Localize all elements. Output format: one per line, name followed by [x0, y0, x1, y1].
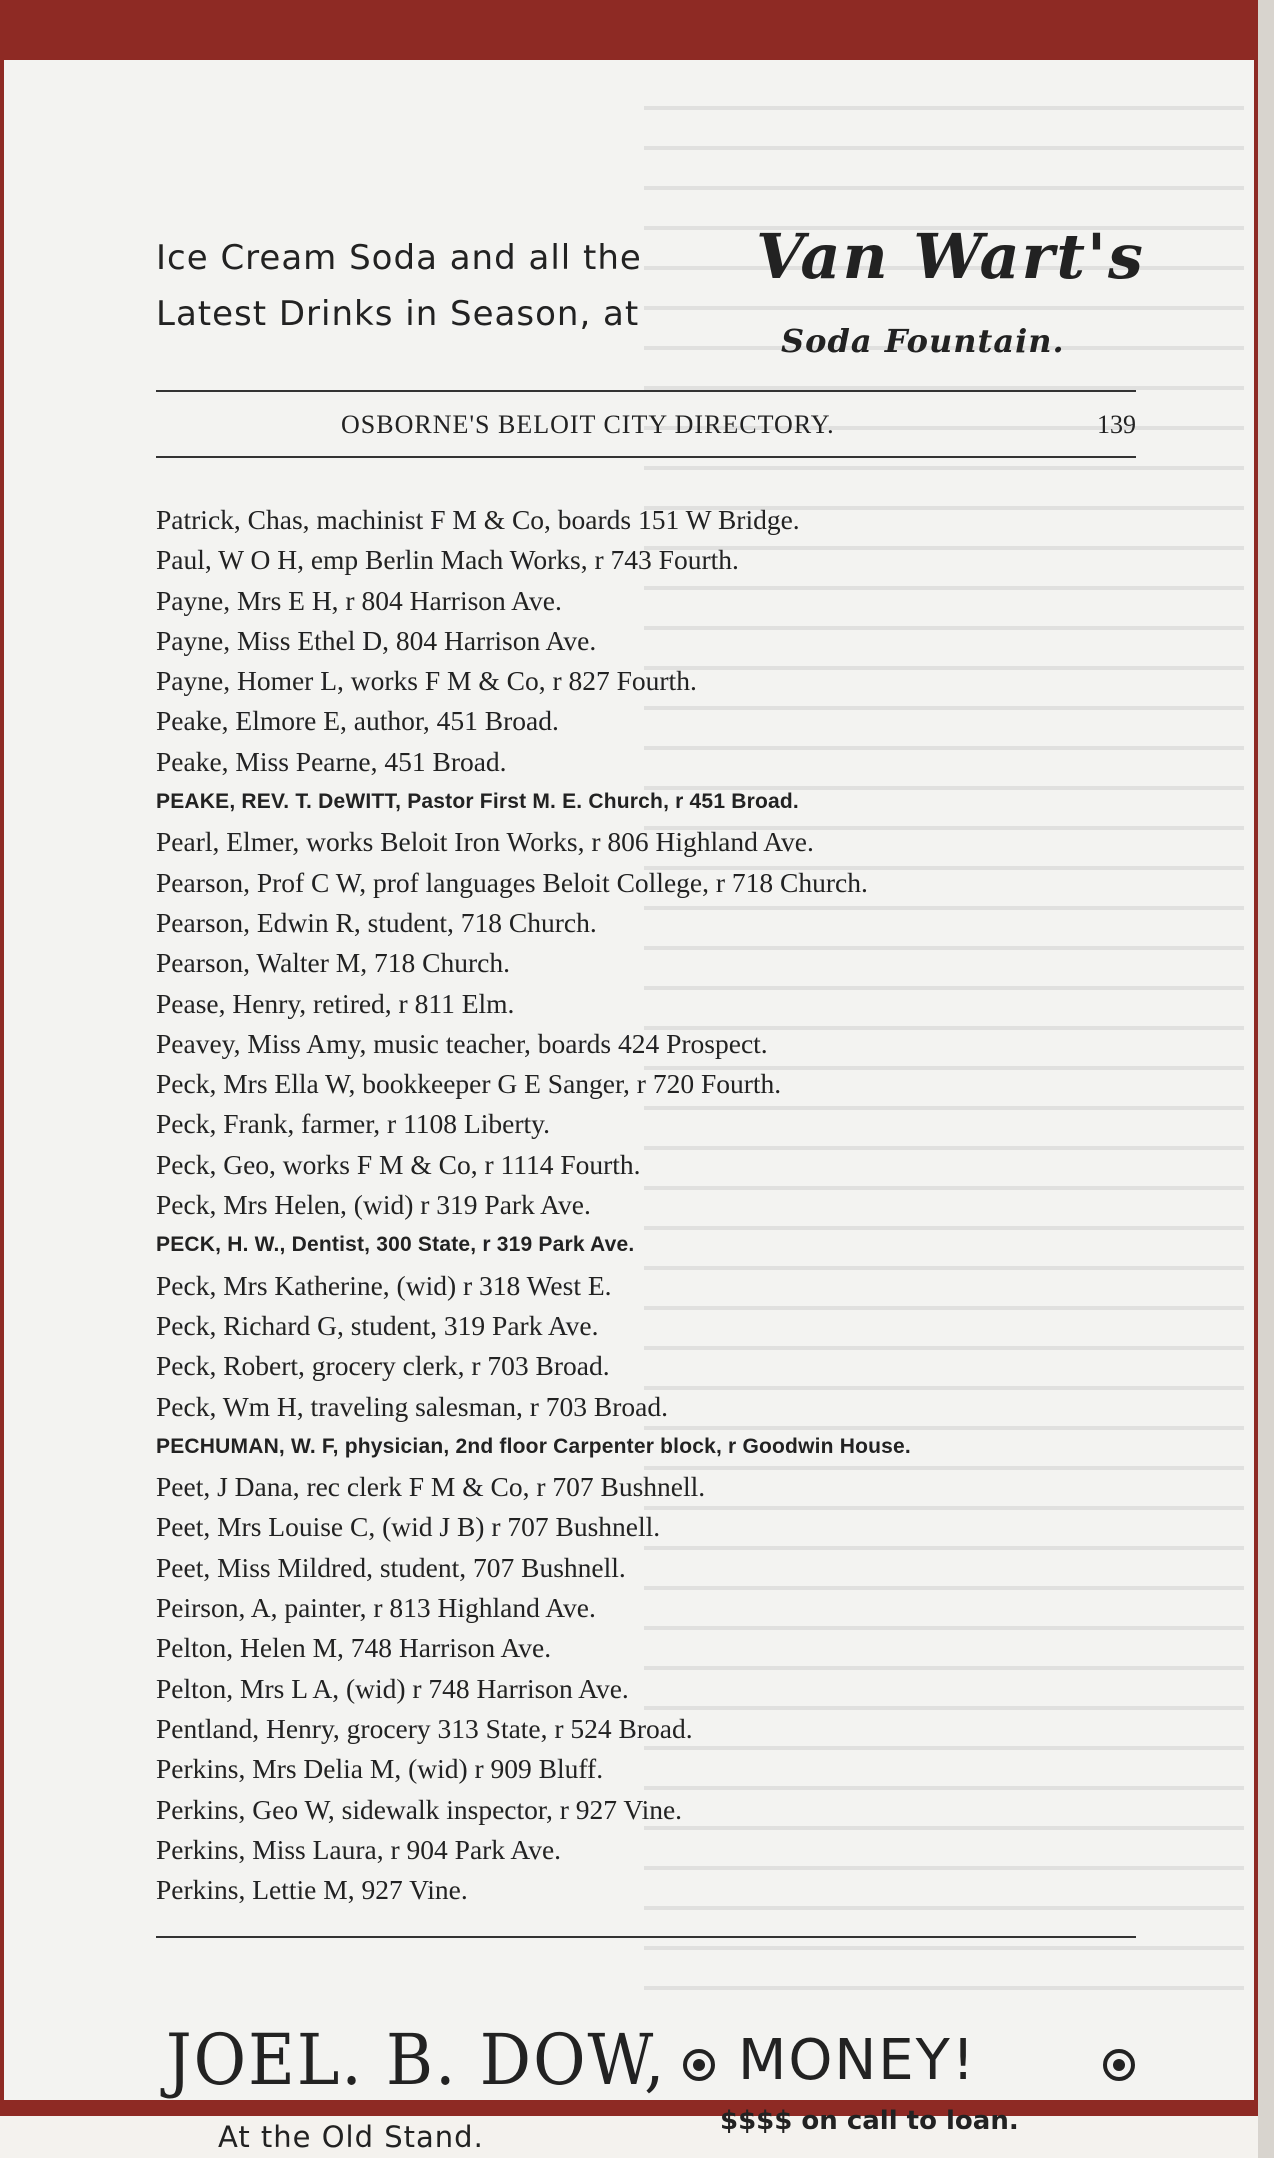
directory-entries	[156, 500, 1156, 1910]
directory-entry: Peet, J Dana, rec clerk F M & Co, r 707 Bushnell.	[156, 1471, 706, 1503]
directory-entry: Peck, Geo, works F M & Co, r 1114 Fourth.	[156, 1148, 641, 1180]
directory-entry: Peake, Miss Pearne, 451 Broad.	[156, 745, 507, 777]
directory-entry: Payne, Miss Ethel D, 804 Harrison Ave.	[156, 624, 597, 656]
directory-entry: Perkins, Geo W, sidewalk inspector, r 927 Vine.	[156, 1793, 683, 1825]
directory-entry-bold: PECHUMAN, W. F, physician, 2nd floor Carpenter block, r Goodwin House.	[156, 1434, 911, 1458]
ornament-left-icon	[682, 2048, 716, 2082]
directory-entry: Peck, Mrs Helen, (wid) r 319 Park Ave.	[156, 1189, 591, 1221]
frame-bottom-margin	[0, 2112, 1274, 2158]
directory-entry: Peavey, Miss Amy, music teacher, boards 424 Prospect.	[156, 1027, 768, 1059]
bottom-ad-rule	[156, 1936, 1136, 1938]
directory-entry: Pearson, Prof C W, prof languages Beloit College, r 718 Church.	[156, 866, 868, 898]
page-number: 139	[1097, 410, 1136, 439]
directory-entry: Peake, Elmore E, author, 451 Broad.	[156, 705, 559, 737]
directory-entry: Peck, Richard G, student, 319 Park Ave.	[156, 1309, 599, 1341]
directory-entry: Peck, Wm H, traveling salesman, r 703 Broad.	[156, 1390, 668, 1422]
top-advertisement	[156, 170, 1166, 370]
directory-entry: Pearson, Edwin R, student, 718 Church.	[156, 906, 597, 938]
bottom-ad-right-title: MONEY!	[738, 2028, 977, 2093]
directory-entry-bold: PECK, H. W., Dentist, 300 State, r 319 Park Ave.	[156, 1233, 635, 1257]
bottom-ad-left-sub: At the Old Stand.	[218, 2120, 484, 2154]
directory-entry: Paul, W O H, emp Berlin Mach Works, r 743 Fourth.	[156, 544, 739, 576]
top-ad-brand-sub: Soda Fountain.	[781, 322, 1065, 360]
directory-entry: Pelton, Mrs L A, (wid) r 748 Harrison Ave.	[156, 1672, 629, 1704]
directory-entry: Peirson, A, painter, r 813 Highland Ave.	[156, 1592, 596, 1624]
directory-entry: Perkins, Miss Laura, r 904 Park Ave.	[156, 1833, 562, 1865]
bottom-ad-left-name: JOEL. B. DOW,	[166, 2020, 667, 2102]
directory-title: OSBORNE'S BELOIT CITY DIRECTORY.	[341, 410, 835, 439]
frame-right-edge	[1258, 0, 1274, 2158]
frame-top-border	[0, 0, 1274, 62]
directory-entry: Peck, Robert, grocery clerk, r 703 Broad.	[156, 1350, 610, 1382]
top-ad-line-2: Latest Drinks in Season, at	[156, 294, 640, 334]
directory-entry: Peck, Mrs Ella W, bookkeeper G E Sanger, r 720 Fourth.	[156, 1068, 782, 1100]
directory-entry: Payne, Homer L, works F M & Co, r 827 Fourth.	[156, 665, 697, 697]
directory-entry: Pelton, Helen M, 748 Harrison Ave.	[156, 1632, 552, 1664]
directory-entry: Payne, Mrs E H, r 804 Harrison Ave.	[156, 584, 562, 616]
directory-entry: Pearson, Walter M, 718 Church.	[156, 947, 510, 979]
directory-entry: Pearl, Elmer, works Beloit Iron Works, r 806 Highland Ave.	[156, 826, 814, 858]
top-ad-brand: Van Wart's	[756, 220, 1145, 293]
directory-entry: Perkins, Lettie M, 927 Vine.	[156, 1874, 468, 1906]
directory-page	[4, 60, 1254, 2154]
top-ad-text	[156, 230, 642, 342]
directory-entry: Peck, Frank, farmer, r 1108 Liberty.	[156, 1108, 550, 1140]
directory-entry: Peet, Miss Mildred, student, 707 Bushnell.	[156, 1551, 626, 1583]
bottom-advertisement	[154, 1970, 1164, 2154]
header-bottom-rule	[156, 456, 1136, 458]
bottom-ad-right-sub: $$$$ on call to loan.	[720, 2106, 1019, 2136]
directory-entry-bold: PEAKE, REV. T. DeWITT, Pastor First M. E. Church, r 451 Broad.	[156, 790, 799, 814]
header-top-rule	[156, 390, 1136, 392]
top-ad-line-1: Ice Cream Soda and all the	[156, 238, 642, 278]
directory-entry: Pentland, Henry, grocery 313 State, r 524 Broad.	[156, 1712, 693, 1744]
directory-entry: Patrick, Chas, machinist F M & Co, boards 151 W Bridge.	[156, 504, 800, 535]
directory-entry: Perkins, Mrs Delia M, (wid) r 909 Bluff.	[156, 1753, 604, 1785]
directory-entry: Peck, Mrs Katherine, (wid) r 318 West E.	[156, 1269, 612, 1301]
directory-entry: Pease, Henry, retired, r 811 Elm.	[156, 987, 515, 1019]
ornament-right-icon	[1102, 2048, 1136, 2082]
directory-entry: Peet, Mrs Louise C, (wid J B) r 707 Bushnell.	[156, 1511, 661, 1543]
